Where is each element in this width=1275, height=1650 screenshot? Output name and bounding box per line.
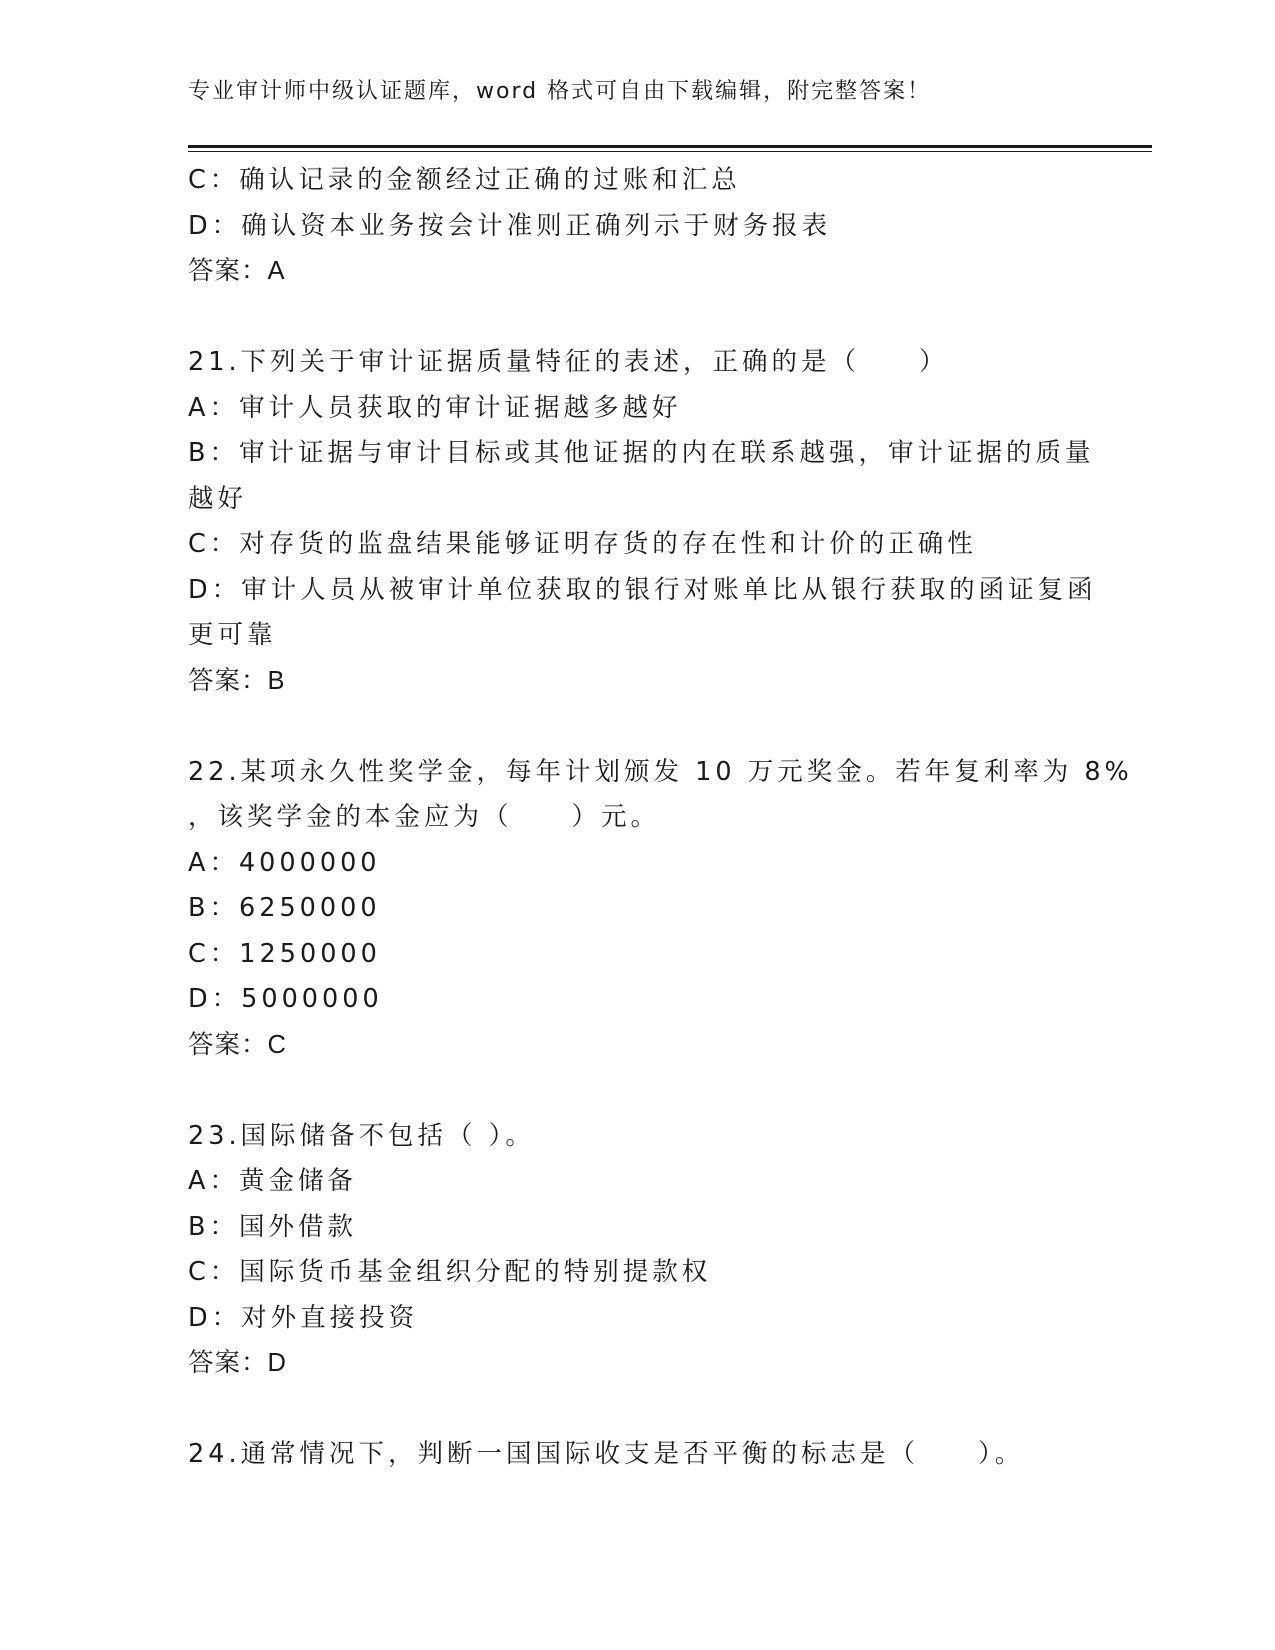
option-d: D：审计人员从被审计单位获取的银行对账单比从银行获取的函证复函 — [188, 574, 1097, 605]
question-content — [188, 158, 1133, 1478]
question-22 — [188, 750, 1133, 1069]
option-b: B：国外借款 — [188, 1211, 357, 1242]
option-b: B：审计证据与审计目标或其他证据的内在联系越强，审计证据的质量 — [188, 438, 1095, 468]
option-d: D：对外直接投资 — [188, 1302, 419, 1333]
option-d: D：5000000 — [188, 984, 383, 1014]
header-rule-thick — [188, 145, 1152, 148]
question-24 — [188, 1432, 1088, 1478]
question-stem-continuation: ，该奖学金的本金应为（ ）元。 — [188, 802, 661, 832]
question-stem: 22.某项永久性奖学金，每年计划颁发 10 万元奖金。若年复利率为 8% — [188, 756, 1133, 787]
option-d-continuation: 更可靠 — [188, 620, 277, 650]
option-a: A：4000000 — [188, 847, 381, 878]
option-a: A：黄金储备 — [188, 1166, 357, 1196]
option-b-continuation: 越好 — [188, 483, 248, 514]
option-d: D：确认资本业务按会计准则正确列示于财务报表 — [188, 210, 832, 241]
option-c: C：国际货币基金组织分配的特别提款权 — [188, 1257, 712, 1287]
option-c: C：确认记录的金额经过正确的过账和汇总 — [188, 165, 741, 195]
option-c: C：1250000 — [188, 938, 381, 969]
header-rule-thin — [188, 151, 1152, 152]
option-a: A：审计人员获取的审计证据越多越好 — [188, 392, 682, 423]
question-stem: 24.通常情况下，判断一国国际收支是否平衡的标志是（ ）。 — [188, 1439, 1025, 1469]
question-20-tail — [188, 158, 1088, 295]
question-stem: 21.下列关于审计证据质量特征的表述，正确的是（ ） — [188, 347, 949, 377]
question-23 — [188, 1114, 1088, 1387]
question-21 — [188, 340, 1097, 704]
page-header: 专业审计师中级认证题库，word 格式可自由下载编辑，附完整答案！ — [188, 79, 932, 104]
answer-label: 答案：D — [188, 1349, 287, 1377]
answer-label: 答案：B — [188, 666, 286, 695]
answer-label: 答案：C — [188, 1030, 287, 1059]
option-c: C：对存货的监盘结果能够证明存货的存在性和计价的正确性 — [188, 529, 977, 559]
question-stem: 23.国际储备不包括（ ）。 — [188, 1120, 535, 1151]
answer-label: 答案：A — [188, 257, 286, 285]
option-b: B：6250000 — [188, 893, 381, 923]
